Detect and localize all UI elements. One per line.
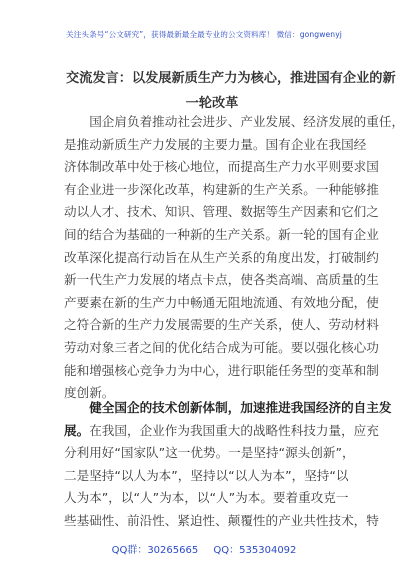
paragraph-line: 在我国，企业作为我国重大的战略性科技力量，应充 <box>89 422 379 438</box>
title-line-1: 交流发言：以发展新质生产力为核心，推进国有企业的新 <box>66 71 396 86</box>
paragraph-line: 是推动新质生产力发展的主要力量。国有企业在我国经 <box>64 136 367 152</box>
paragraph-line: 劳动对象三者之间的优化结合成为可能。要以强化核心功 <box>64 339 379 355</box>
paragraph-line: 人为本”，以“人”为本，以“人”为本。要着重攻克一 <box>64 490 349 506</box>
footer-qq-number: QQ：535304092 <box>213 545 297 556</box>
header-promo-note: 关注头条号“公文研究”，获得最新最全最专业的公文资料库！ 微信：gongwenyj <box>66 30 342 39</box>
paragraph-2 <box>64 397 392 533</box>
footer-contact <box>0 541 408 556</box>
paragraph-line: 动以人才、技术、知识、管理、数据等生产因素和它们之 <box>64 204 379 220</box>
paragraph-line: 二是坚持“以人为本”，坚持以“以人为本”，坚持“以 <box>64 467 349 483</box>
footer-qq-group: QQ群：30265665 <box>111 545 199 556</box>
paragraph-line: 分利用好“国家队”这一优势。一是坚持“源头创新”， <box>64 445 355 461</box>
paragraph-line: 改革深化提高行动旨在从生产关系的角度出发，打破制约 <box>64 249 379 265</box>
paragraph-line: 间的结合为基础的一种新的生产关系。新一轮的国有企业 <box>64 226 379 242</box>
title-line-2: 一轮改革 <box>185 96 239 111</box>
document-title <box>66 66 396 116</box>
paragraph-line: 之符合新的生产力发展需要的生产关系，使人、劳动材料 <box>64 317 379 333</box>
paragraph-line: 些基础性、前沿性、紧迫性、颠覆性的产业共性技术，特 <box>64 512 379 528</box>
paragraph-line: 度创新。 <box>64 385 115 401</box>
paragraph-line: 济体制改革中处于核心地位，而提高生产力水平则要求国 <box>64 159 379 175</box>
paragraph-heading-line: 展。 <box>64 422 90 438</box>
paragraph-line: 能和增强核心竞争力为中心，进行职能任务型的变革和制 <box>64 362 379 378</box>
paragraph-line: 有企业进一步深化改革，构建新的生产关系。一种能够推 <box>64 181 379 197</box>
paragraph-line: 产要素在新的生产力中畅通无阻地流通、有效地分配，使 <box>64 294 379 310</box>
paragraph-line: 新一代生产力发展的堵点卡点，使各类高端、高质量的生 <box>64 272 379 288</box>
paragraph-1 <box>64 111 405 405</box>
paragraph-line: 国企肩负着推动社会进步、产业发展、经济发展的重任， <box>64 114 405 129</box>
paragraph-heading-line: 健全国企的技术创新体制，加速推进我国经济的自主发 <box>64 400 392 415</box>
